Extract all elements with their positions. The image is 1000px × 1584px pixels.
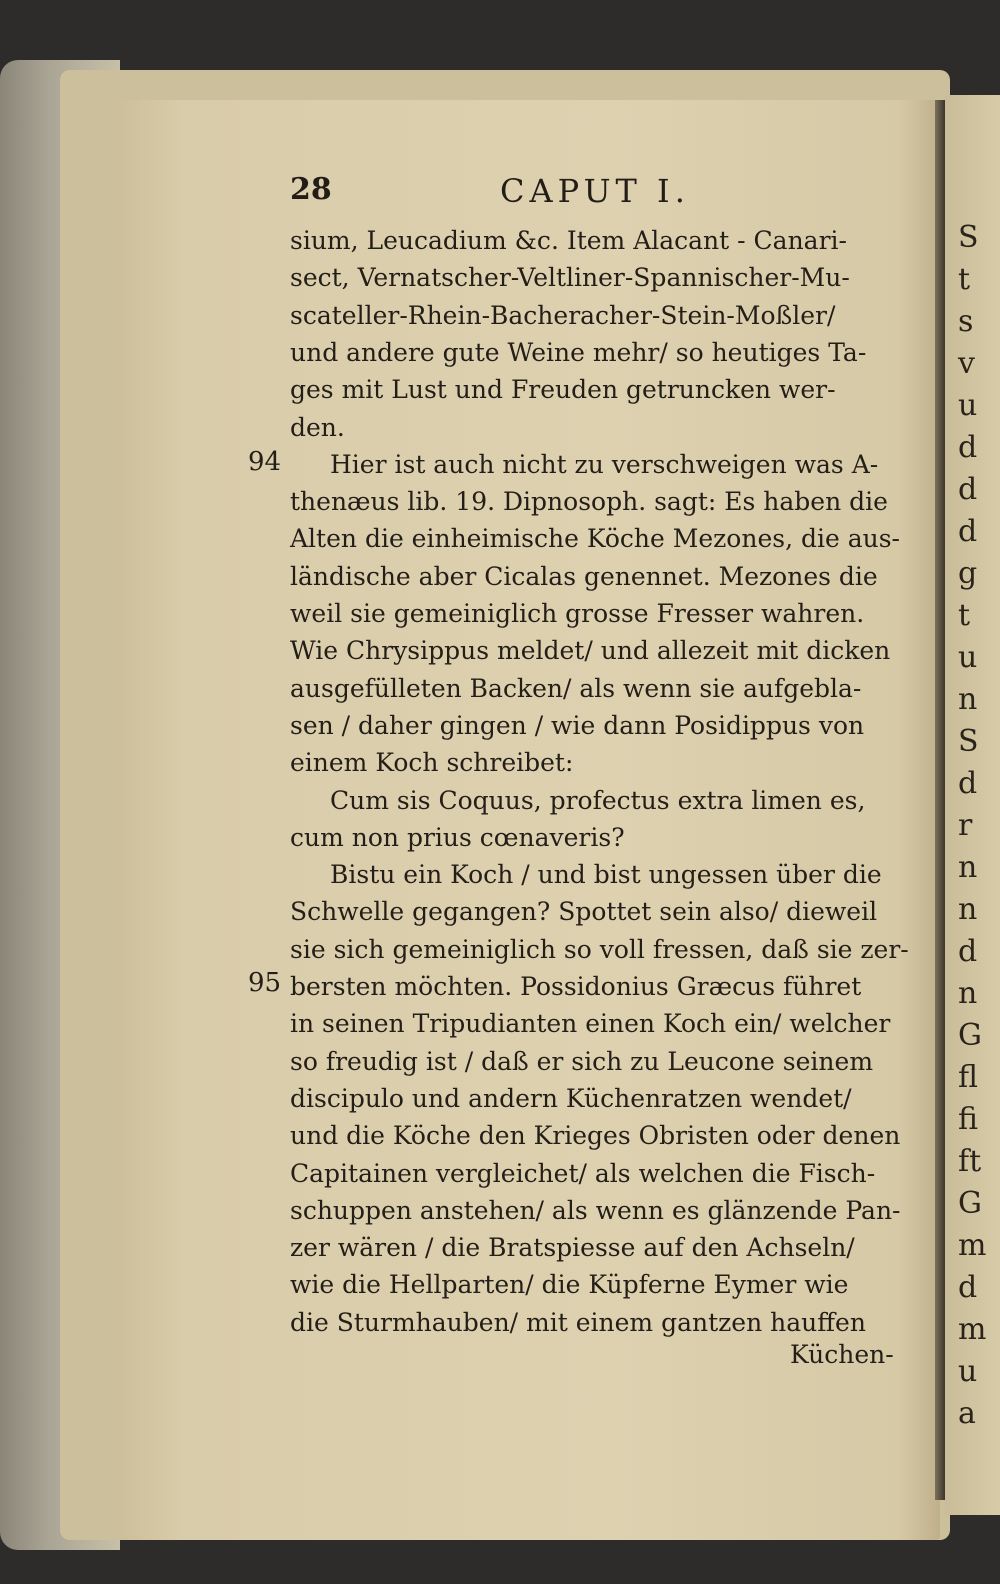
right-page-letter: ft [958,1144,982,1179]
right-page-letter: n [958,892,978,927]
right-page-letter: d [958,430,978,465]
text-line: so freudig ist / daß er sich zu Leucone seinem [290,1046,874,1076]
text-line: in seinen Tripudianten einen Koch ein/ welcher [290,1009,891,1039]
right-page-letter: m [958,1228,987,1263]
page-header [290,172,910,216]
text-line: sect, Vernatscher-Veltliner-Spannischer-Mu- [290,263,850,293]
catchword: Küchen- [790,1340,894,1369]
text-line: einem Koch schreibet: [290,748,574,778]
right-page-letter: m [958,1312,987,1347]
right-page-letter: g [958,556,978,591]
text-line: discipulo und andern Küchenratzen wendet/ [290,1083,852,1113]
text-line: ges mit Lust und Freuden getruncken wer- [290,375,836,405]
text-line: bersten möchten. Possidonius Græcus führet [290,972,862,1001]
text-line: scateller-Rhein-Bacheracher-Stein-Moßler/ [290,300,836,330]
text-line: ländische aber Cicalas genennet. Mezones die [290,561,878,591]
text-line: thenæus lib. 19. Dipnosoph. sagt: Es haben die [290,487,888,517]
text-line: und andere gute Weine mehr/ so heutiges Ta- [290,337,867,367]
text-line: wie die Hellparten/ die Küpferne Eymer wie [290,1270,849,1300]
book-gutter [935,100,945,1500]
page-number: 28 [290,172,332,207]
margin-number: 95 [248,968,282,998]
text-line: schuppen anstehen/ als wenn es glänzende Pan- [290,1195,901,1225]
text-line: sie sich gemeiniglich so voll fressen, daß sie zer- [290,934,909,964]
text-line: und die Köche den Krieges Obristen oder denen [290,1121,901,1151]
right-page-letter: d [958,934,978,969]
right-page-letter: u [958,1354,978,1389]
right-page-letter: d [958,472,978,507]
text-line: Schwelle gegangen? Spottet sein also/ dieweil [290,897,878,927]
right-page-letter: n [958,682,978,717]
text-line: weil sie gemeiniglich grosse Fresser wahren. [290,599,865,628]
right-page-letter: d [958,766,978,801]
text-line: Cum sis Coquus, profectus extra limen es, [330,785,866,815]
right-page-letter: n [958,976,978,1011]
right-page-letter: a [958,1396,976,1431]
right-page-letter: S [958,220,979,255]
right-page-letter: n [958,850,978,885]
right-page-letter: d [958,514,978,549]
right-page-letter: fi [958,1102,979,1137]
running-title: CAPUT I. [500,172,690,210]
right-page-letter: u [958,388,978,423]
text-line: den. [290,412,345,442]
right-page-letter: v [958,346,975,381]
text-line: die Sturmhauben/ mit einem gantzen hauffen [290,1307,866,1337]
right-page-letter: t [958,598,971,633]
right-page-letter: r [958,808,973,843]
text-line: Capitainen vergleichet/ als welchen die Fisch- [290,1158,876,1188]
text-line: Hier ist auch nicht zu verschweigen was A- [330,449,879,479]
text-line: Wie Chrysippus meldet/ und allezeit mit dicken [290,636,891,666]
text-line: sen / daher gingen / wie dann Posidippus von [290,710,865,740]
right-page-letter: S [958,724,979,759]
right-page-letter: t [958,262,971,297]
text-line: Alten die einheimische Köche Mezones, die aus- [290,524,900,554]
text-line: sium, Leucadium &c. Item Alacant - Canari- [290,226,847,255]
right-page-letter: G [958,1186,982,1221]
text-line: Bistu ein Koch / und bist ungessen über die [330,860,882,890]
margin-number: 94 [248,447,282,477]
text-line: zer wären / die Bratspiesse auf den Achseln/ [290,1233,855,1263]
right-page-letter: u [958,640,978,675]
right-page-letter: s [958,304,974,339]
text-line: ausgefülleten Backen/ als wenn sie aufgebla- [290,673,862,703]
text-line: cum non prius cœnaveris? [290,822,625,852]
right-page-letter: G [958,1018,982,1053]
right-page-letter: fl [958,1060,979,1095]
right-page-letter: d [958,1270,978,1305]
